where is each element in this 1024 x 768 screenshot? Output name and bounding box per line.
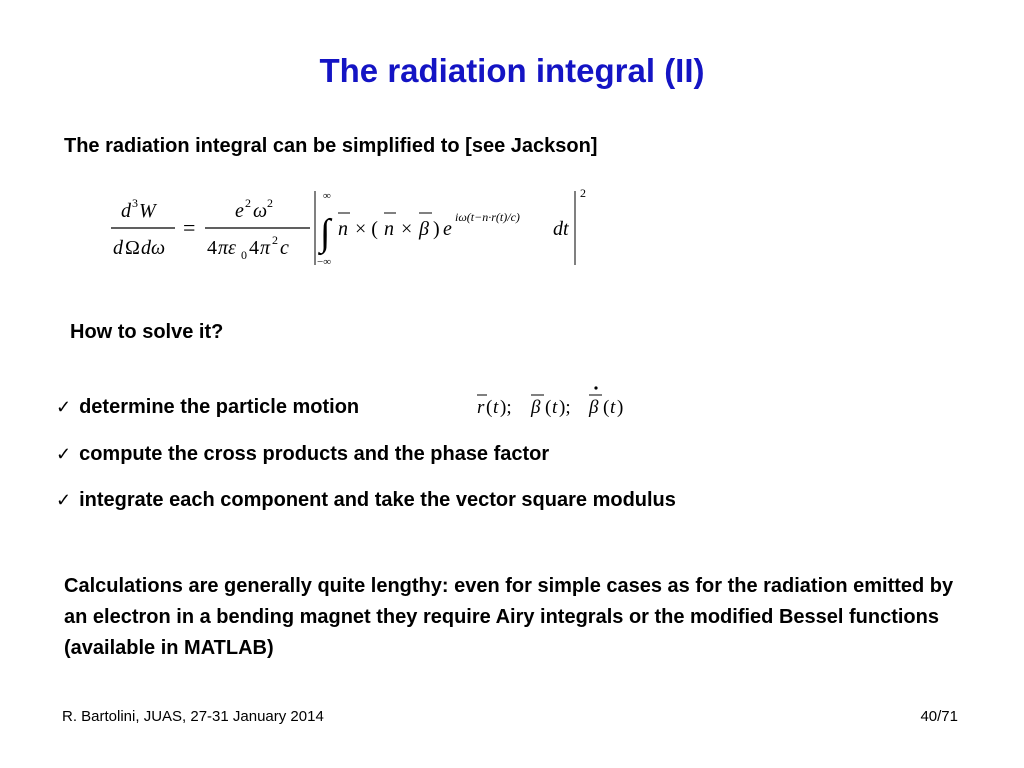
svg-text:n: n: [384, 218, 394, 240]
svg-text:);: );: [559, 397, 571, 418]
checklist-item: [56, 489, 676, 512]
check-icon: ✓: [56, 397, 72, 417]
svg-text:2: 2: [245, 196, 251, 210]
svg-text:π: π: [260, 237, 271, 259]
svg-text:4: 4: [249, 237, 259, 259]
svg-text:c: c: [280, 237, 289, 259]
svg-text:=: =: [183, 215, 196, 240]
svg-text:∞: ∞: [323, 190, 331, 202]
svg-text:∫: ∫: [320, 212, 331, 254]
slide-title: The radiation integral (II): [319, 52, 705, 89]
checklist-item: [56, 396, 359, 419]
svg-text:−∞: −∞: [317, 256, 332, 268]
footer-page-number: 40/71: [920, 708, 958, 725]
svg-text:(: (: [545, 397, 552, 418]
question-text: How to solve it?: [70, 321, 224, 343]
svg-text:n: n: [338, 218, 348, 240]
svg-text:4: 4: [207, 237, 217, 259]
svg-text:dω: dω: [141, 237, 166, 259]
svg-text:d: d: [121, 200, 131, 222]
svg-text:dt: dt: [553, 218, 569, 240]
svg-text:(: (: [603, 397, 610, 418]
svg-text:×: ×: [401, 218, 413, 240]
svg-text:ω: ω: [253, 200, 268, 222]
svg-text:): ): [433, 218, 440, 240]
intro-text: The radiation integral can be simplified to [see Jackson]: [64, 135, 598, 157]
svg-text:2: 2: [272, 233, 278, 247]
svg-text:πε: πε: [218, 237, 236, 259]
svg-text:iω(t−n·r(t)/c): iω(t−n·r(t)/c): [455, 210, 520, 224]
checklist-label: integrate each component and take the vector square modulus: [79, 489, 676, 511]
svg-text:(: (: [486, 397, 493, 418]
svg-text:Ω: Ω: [125, 237, 140, 259]
svg-text:3: 3: [132, 196, 138, 210]
checklist-label: compute the cross products and the phase factor: [79, 443, 550, 465]
radiation-integral-equation: [105, 183, 595, 273]
svg-text:W: W: [139, 200, 156, 222]
svg-text:2: 2: [267, 196, 273, 210]
svg-text:e: e: [235, 200, 244, 222]
svg-text:t: t: [610, 397, 616, 418]
svg-text:β: β: [419, 218, 429, 240]
footer-author: R. Bartolini, JUAS, 27-31 January 2014: [62, 708, 324, 725]
conclusion-paragraph: Calculations are generally quite lengthy: even for simple cases as for the radiation emitted by an electron in a bending magnet they require Airy integrals or the modified Bessel functions (available in MATLAB): [64, 575, 954, 659]
svg-text:β: β: [589, 397, 599, 418]
motion-formula: [473, 385, 643, 421]
svg-text:t: t: [493, 397, 499, 418]
svg-text:t: t: [552, 397, 558, 418]
check-icon: ✓: [56, 444, 72, 464]
svg-text:2: 2: [580, 186, 586, 200]
svg-text:e: e: [443, 218, 452, 240]
svg-text:d: d: [113, 237, 123, 259]
svg-text:β: β: [531, 397, 541, 418]
checklist-label: determine the particle motion: [79, 396, 360, 418]
svg-text:);: );: [500, 397, 512, 418]
svg-text:× (: × (: [355, 218, 378, 240]
svg-text:0: 0: [241, 248, 247, 262]
check-icon: ✓: [56, 490, 72, 510]
checklist-item: [56, 443, 549, 466]
svg-text:): ): [617, 397, 624, 418]
svg-text:r: r: [477, 397, 485, 418]
